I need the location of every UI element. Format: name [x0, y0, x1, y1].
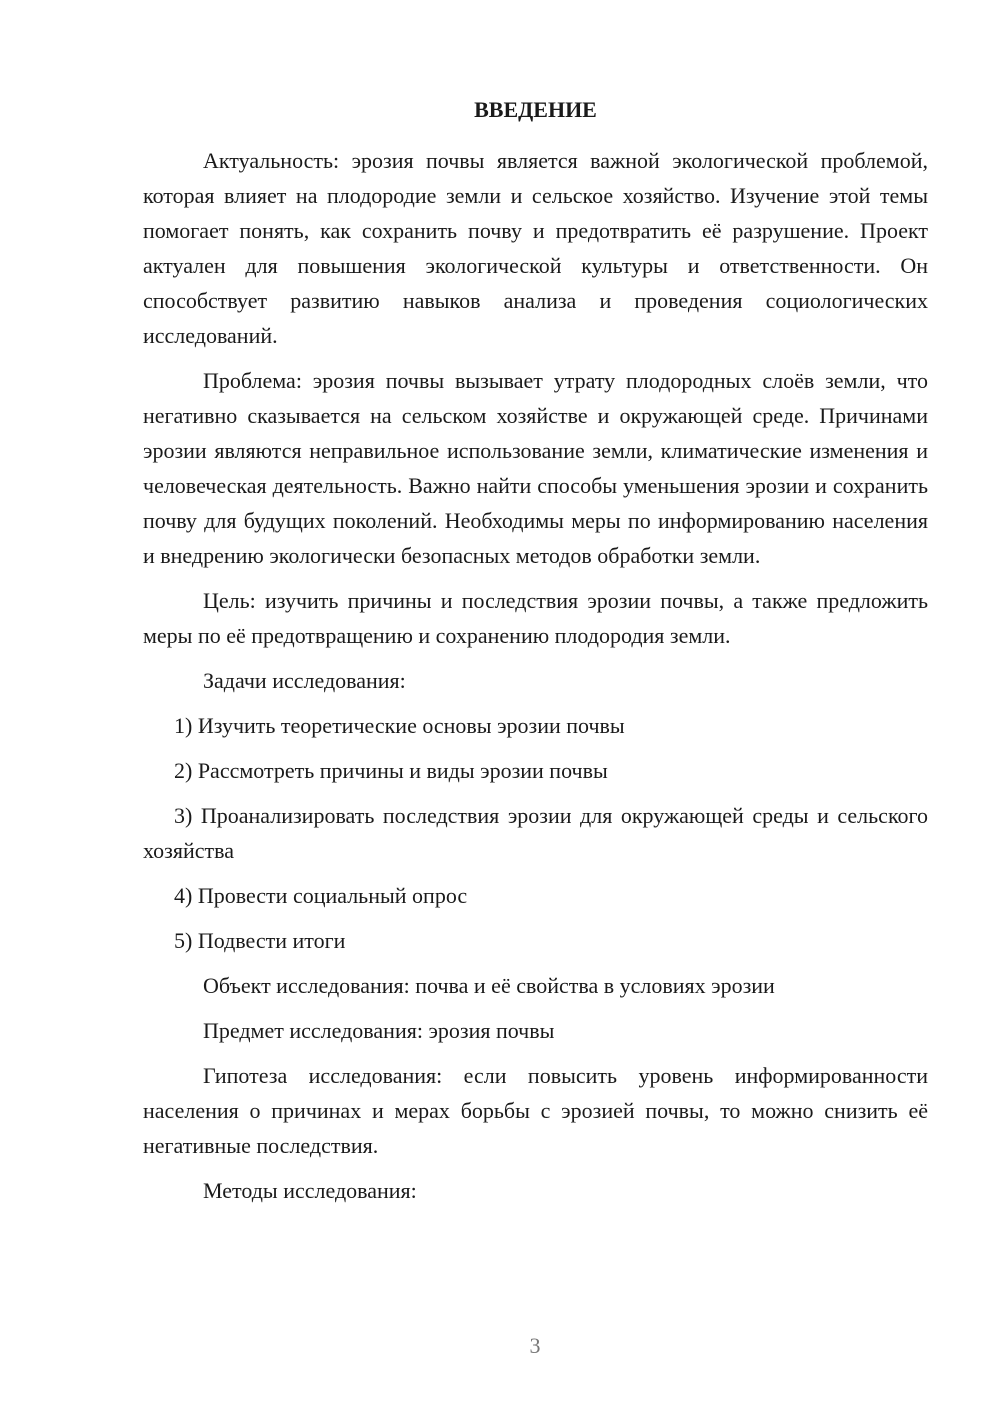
page-number: 3	[529, 1333, 541, 1358]
task-item: 3) Проанализировать последствия эрозии для окружающей среды и сельского хозяйства	[143, 803, 928, 863]
tasks-heading: Задачи исследования:	[203, 668, 406, 693]
task-item: 1) Изучить теоретические основы эрозии почвы	[174, 713, 625, 738]
methods-heading: Методы исследования:	[203, 1178, 417, 1203]
research-subject: Предмет исследования: эрозия почвы	[203, 1018, 555, 1043]
paragraph-goal: Цель: изучить причины и последствия эрозии почвы, а также предложить меры по её предотвращению и сохранению плодородия земли.	[143, 588, 928, 648]
task-item: 4) Провести социальный опрос	[174, 883, 468, 908]
document-title: ВВЕДЕНИЕ	[474, 97, 597, 122]
task-item: 2) Рассмотреть причины и виды эрозии почвы	[174, 758, 608, 783]
research-object: Объект исследования: почва и её свойства в условиях эрозии	[203, 973, 775, 998]
document-page	[143, 95, 928, 1218]
research-hypothesis: Гипотеза исследования: если повысить уровень информированности населения о причинах и мерах борьбы с эрозией почвы, то можно снизить её негативные последствия.	[143, 1063, 928, 1158]
task-item: 5) Подвести итоги	[174, 928, 346, 953]
paragraph-relevance: Актуальность: эрозия почвы является важной экологической проблемой, которая влияет на плодородие земли и сельское хозяйство. Изучение этой темы помогает понять, как сохранить почву и предотвратить её разрушение. Проект актуален для повышения экологической культуры и ответственности. Он способствует развитию навыков анализа и проведения социологических исследований.	[143, 148, 928, 348]
paragraph-problem: Проблема: эрозия почвы вызывает утрату плодородных слоёв земли, что негативно сказывается на сельском хозяйстве и окружающей среде. Причинами эрозии являются неправильное использование земли, климатические изменения и человеческая деятельность. Важно найти способы уменьшения эрозии и сохранить почву для будущих поколений. Необходимы меры по информированию населения и внедрению экологически безопасных методов обработки земли.	[143, 368, 928, 568]
